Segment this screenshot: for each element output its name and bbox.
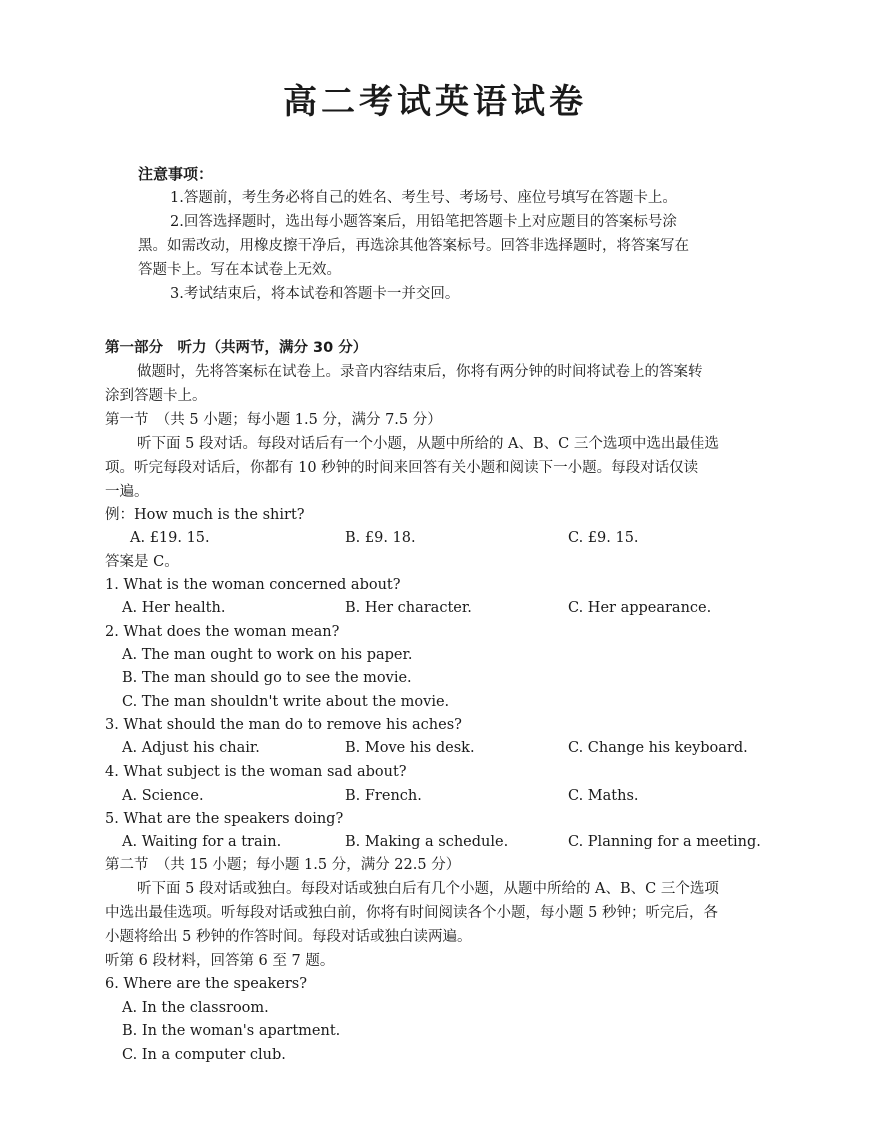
q2-option-c: C. The man shouldn't write about the movie.	[122, 694, 450, 710]
q3-option-b: B. Move his desk.	[345, 740, 475, 756]
notice-line-2c: 答题卡上。写在本试卷上无效。	[138, 262, 341, 278]
q4-option-b: B. French.	[345, 788, 422, 804]
q3-option-c: C. Change his keyboard.	[568, 740, 748, 756]
example-question: 例：How much is the shirt?	[105, 507, 305, 523]
example-option-c: C. £9. 15.	[568, 530, 639, 546]
section1-intro-c: 一遍。	[105, 484, 149, 500]
part1-intro-a: 做题时，先将答案标在试卷上。录音内容结束后，你将有两分钟的时间将试卷上的答案转	[137, 364, 703, 380]
example-option-a: A. £19. 15.	[130, 530, 210, 546]
example-answer: 答案是 C。	[105, 554, 179, 570]
q2-option-b: B. The man should go to see the movie.	[122, 670, 412, 686]
notice-line-2b: 黑。如需改动，用橡皮擦干净后，再选涂其他答案标号。回答非选择题时，将答案写在	[138, 238, 689, 254]
q2-question: 2. What does the woman mean?	[105, 624, 340, 640]
notice-line-2a: 2.回答选择题时，选出每小题答案后，用铅笔把答题卡上对应题目的答案标号涂	[170, 214, 677, 230]
notice-heading: 注意事项：	[138, 165, 214, 183]
q4-question: 4. What subject is the woman sad about?	[105, 764, 407, 780]
section1-heading: 第一节 （共 5 小题；每小题 1.5 分，满分 7.5 分）	[105, 412, 442, 428]
q2-option-a: A. The man ought to work on his paper.	[122, 647, 413, 663]
notice-line-1: 1.答题前，考生务必将自己的姓名、考生号、考场号、座位号填写在答题卡上。	[170, 190, 677, 206]
q3-question: 3. What should the man do to remove his aches?	[105, 717, 462, 733]
section1-intro-b: 项。听完每段对话后，你都有 10 秒钟的时间来回答有关小题和阅读下一小题。每段对话仅读	[105, 460, 699, 476]
q3-option-a: A. Adjust his chair.	[122, 740, 260, 756]
section2-intro-b: 中选出最佳选项。听每段对话或独白前，你将有时间阅读各个小题，每小题 5 秒钟；听完后，各	[105, 905, 718, 921]
q5-option-a: A. Waiting for a train.	[122, 834, 282, 850]
q1-option-c: C. Her appearance.	[568, 600, 712, 616]
page-title: 高二考试英语试卷	[283, 82, 587, 122]
q6-option-b: B. In the woman's apartment.	[122, 1023, 341, 1039]
q1-option-b: B. Her character.	[345, 600, 472, 616]
q5-question: 5. What are the speakers doing?	[105, 811, 344, 827]
section2-heading: 第二节 （共 15 小题；每小题 1.5 分，满分 22.5 分）	[105, 857, 461, 873]
section2-intro-c: 小题将给出 5 秒钟的作答时间。每段对话或独白读两遍。	[105, 929, 472, 945]
q1-option-a: A. Her health.	[122, 600, 226, 616]
section2-intro-a: 听下面 5 段对话或独白。每段对话或独白后有几个小题，从题中所给的 A、B、C 三个选项	[137, 881, 719, 897]
material6-instruction: 听第 6 段材料，回答第 6 至 7 题。	[105, 953, 335, 969]
q4-option-c: C. Maths.	[568, 788, 639, 804]
q6-option-c: C. In a computer club.	[122, 1047, 286, 1063]
part1-heading: 第一部分 听力（共两节，满分 30 分）	[105, 340, 368, 356]
q6-option-a: A. In the classroom.	[122, 1000, 269, 1016]
q5-option-b: B. Making a schedule.	[345, 834, 509, 850]
q1-question: 1. What is the woman concerned about?	[105, 577, 401, 593]
part1-intro-b: 涂到答题卡上。	[105, 388, 207, 404]
example-option-b: B. £9. 18.	[345, 530, 416, 546]
q5-option-c: C. Planning for a meeting.	[568, 834, 761, 850]
q4-option-a: A. Science.	[122, 788, 204, 804]
section1-intro-a: 听下面 5 段对话。每段对话后有一个小题，从题中所给的 A、B、C 三个选项中选出最佳选	[137, 436, 719, 452]
notice-line-3: 3.考试结束后，将本试卷和答题卡一并交回。	[170, 286, 460, 302]
q6-question: 6. Where are the speakers?	[105, 976, 307, 992]
